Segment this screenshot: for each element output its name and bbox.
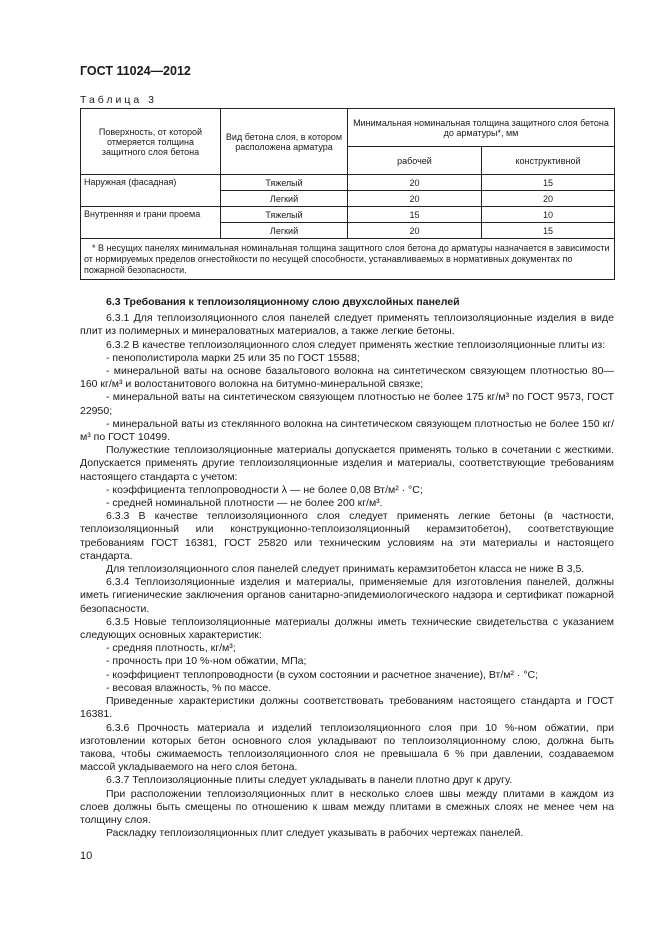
paragraph: 6.3.1 Для теплоизоляционного слоя панелей следует применять теплоизоляционные изделия в виде плит из полимерных и минераловатных материалов, а также легкие бетоны. [80,312,614,338]
paragraph: Приведенные характеристики должны соответствовать требованиям настоящего стандарта и ГОСТ 16381. [80,695,614,721]
cell-concrete: Легкий [221,191,348,207]
cell-working: 20 [348,191,482,207]
col-header-thickness: Минимальная номинальная толщина защитного слоя бетона до арматуры*, мм [348,109,615,147]
page-number: 10 [80,850,93,862]
list-item: - минеральной ваты из стеклянного волокна на синтетическом связующем плотностью не более 150 кг/м³ по ГОСТ 10499. [80,417,614,444]
cell-concrete: Тяжелый [221,207,348,223]
col-header-concrete: Вид бетона слоя, в котором расположена арматура [221,109,348,175]
cell-working: 15 [348,207,482,223]
table-footnote: * В несущих панелях минимальная номинальная толщина защитного слоя бетона до арматуры назначается в зависимости от нормируемых пределов огнестойкости по несущей способности, устанавливаемых в нормативных документах по пожарной безопасности. [81,239,615,280]
cell-working: 20 [348,175,482,191]
paragraph: 6.3.4 Теплоизоляционные изделия и материалы, применяемые для изготовления панелей, должны иметь гигиенические заключения органов санитарно-эпидемиологического надзора и сертификат пожарной безопасности. [80,576,614,615]
document-header: ГОСТ 11024—2012 [80,64,191,78]
table-3 [80,108,615,280]
cell-surface: Внутренняя и грани проема [81,207,221,239]
cell-structural: 10 [482,207,615,223]
list-item: - коэффициента теплопроводности λ — не более 0,08 Вт/м² · °С; [106,483,423,496]
list-item: - прочность при 10 %-ном обжатии, МПа; [106,655,307,668]
paragraph: 6.3.3 В качестве теплоизоляционного слоя следует применять легкие бетоны (в частности, теплоизоляционный или конструкционно-теплоизоляционный керамзитобетон), соответствующие требованиям ГОСТ 16381, ГОСТ 25820 или техническим условиям на эти материалы и настоящего стандарта. [80,510,614,562]
list-item: - весовая влажность, % по массе. [106,681,272,694]
list-item: - минеральной ваты на синтетическом связующем плотностью не более 175 кг/м³ по ГОСТ 9573, ГОСТ 22950; [80,391,614,417]
paragraph: 6.3.6 Прочность материала и изделий теплоизоляционного слоя при 10 %-ном обжатии, при изготовлении которых бетон основного слоя укладывают по теплоизоляционному слою, должна быть такова, чтобы сжимаемость теплоизоляционного слоя не превышала 6 % при давлении, создаваемом массой укладываемого на него слоя бетона. [80,721,614,774]
list-item: - средней номинальной плотности — не более 200 кг/м³. [106,497,383,510]
cell-structural: 15 [482,223,615,239]
paragraph: 6.3.7 Теплоизоляционные плиты следует укладывать в панели плотно друг к другу. [106,774,513,787]
list-item: - средняя плотность, кг/м³; [106,642,236,655]
cell-concrete: Легкий [221,223,348,239]
section-body [80,296,614,840]
paragraph: 6.3.5 Новые теплоизоляционные материалы должны иметь технические свидетельства с указанием следующих основных характеристик: [80,615,614,642]
paragraph: 6.3.2 В качестве теплоизоляционного слоя следует применять жесткие теплоизоляционные плиты из: [106,338,606,351]
paragraph: Для теплоизоляционного слоя панелей следует принимать керамзитобетон класса не ниже В 3,5. [106,563,585,576]
table-row [81,207,615,223]
section-title: 6.3 Требования к теплоизоляционному слою двухслойных панелей [106,296,460,308]
paragraph: При расположении теплоизоляционных плит в несколько слоев швы между плитами в каждом из слоев должны быть смещены по отношению к швам между плитами в смежных слоях не менее чем на толщину слоя. [80,787,614,826]
table-row [81,175,615,191]
list-item: - коэффициент теплопроводности (в сухом состоянии и расчетное значение), Вт/м² · °С; [106,668,539,681]
subheader-working: рабочей [348,147,482,175]
subheader-structural: конструктивной [482,147,615,175]
cell-structural: 20 [482,191,615,207]
paragraph: Раскладку теплоизоляционных плит следует указывать в рабочих чертежах панелей. [106,827,524,840]
paragraph: Полужесткие теплоизоляционные материалы допускается применять только в сочетании с жесткими. Допускается применять другие теплоизоляционные изделия и материалы, соответствующие требованиям настоящего стандарта с учетом: [80,444,614,483]
list-item: - пенополистирола марки 25 или 35 по ГОСТ 15588; [106,351,360,364]
cell-concrete: Тяжелый [221,175,348,191]
table-caption: Таблица 3 [80,94,157,106]
cell-working: 20 [348,223,482,239]
col-header-surface: Поверхность, от которой отмеряется толщина защитного слоя бетона [81,109,221,175]
cell-structural: 15 [482,175,615,191]
list-item: - минеральной ваты на основе базальтового волокна на синтетическом связующем плотностью 80—160 кг/м³ и волостанитового волокна на битумно-минеральной связке; [80,365,614,391]
cell-surface: Наружная (фасадная) [81,175,221,207]
paragraph-list [80,312,614,840]
